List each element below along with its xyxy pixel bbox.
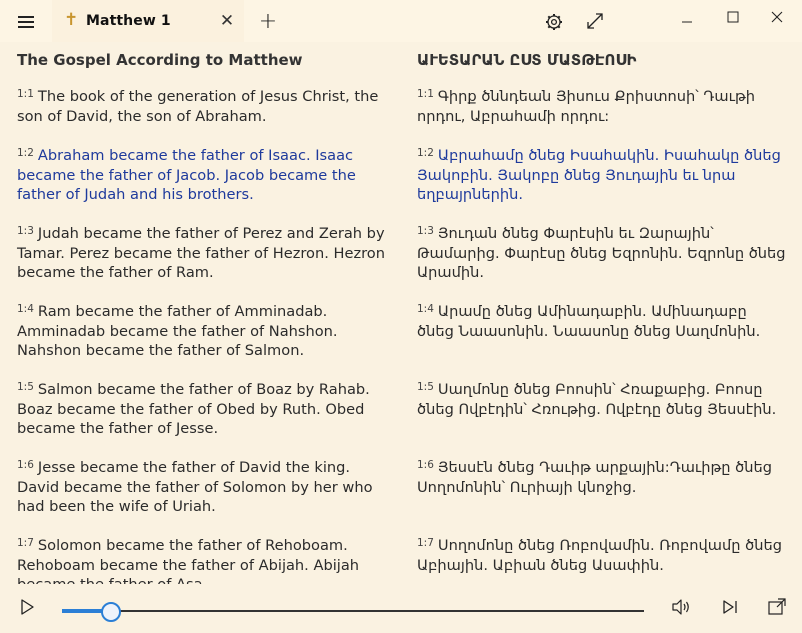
reading-pane[interactable] xyxy=(0,42,802,584)
play-icon[interactable] xyxy=(16,596,38,618)
tab-label: Matthew 1 xyxy=(86,13,171,29)
armenian-heading: ԱՒԵՏԱՐԱՆ ԸՍՏ ՄԱՏԹԷՈՍԻ xyxy=(417,51,637,69)
maximize-icon[interactable] xyxy=(718,6,748,28)
seek-thumb[interactable] xyxy=(101,602,121,622)
hamburger-menu-icon[interactable] xyxy=(8,10,44,34)
verse-1-5-en[interactable]: $^{1:5}$ Salmon became the father of Boaz by Rahab. Boaz became the father of Obed by Ruth. Obed became the father of Jesse. xyxy=(17,381,370,437)
expand-icon[interactable] xyxy=(584,10,606,32)
verse-1-3-en[interactable]: $^{1:3}$ Judah became the father of Perez and Zerah by Tamar. Perez became the father of Hezron. Hezron became the father of Ram. xyxy=(17,225,385,281)
title-bar xyxy=(0,0,802,42)
plus-icon[interactable]: + xyxy=(258,8,278,34)
english-heading: The Gospel According to Matthew xyxy=(17,51,303,69)
verse-1-2-hy[interactable]: $^{1:2}$ Աբրահամը ծնեց Իսահակին. Իսահակը ծնեց Յակոբին. Յակոբը ծնեց Յուդային եւ նրա եղբայրներին. xyxy=(417,147,781,203)
verse-1-6-en[interactable]: $^{1:6}$ Jesse became the father of David the king. David became the father of Solomon by her who had been the wife of Uriah. xyxy=(17,459,373,515)
verse-1-1-en[interactable]: $^{1:1}$ The book of the generation of Jesus Christ, the son of David, the son of Abraham. xyxy=(17,88,379,125)
seek-bar[interactable] xyxy=(62,610,644,612)
verse-1-1-hy[interactable]: $^{1:1}$ Գիրք ծննդեան Յիսուս Քրիստոսի՝ Դաւթի որդու, Աբրահամի որդու: xyxy=(417,88,755,125)
verse-1-5-hy[interactable]: $^{1:5}$ Սաղմոնը ծնեց Բոոսին՝ Հռաքաբից. Բոոսը ծնեց Ովբէդին՝ Հռութից. Ովբէդը ծնեց Յեսսէին. xyxy=(417,381,777,418)
verse-1-4-hy[interactable]: $^{1:4}$ Արամը ծնեց Ամինադաբին. Ամինադաբը ծնեց Նաասոնին. Նաասոնը ծնեց Սաղմոնին. xyxy=(417,303,761,340)
verse-1-7-en[interactable]: $^{1:7}$ Solomon became the father of Rehoboam. Rehoboam became the father of Abijah. Abijah xyxy=(17,537,360,574)
volume-icon[interactable] xyxy=(670,596,692,618)
minimize-icon[interactable] xyxy=(672,6,702,28)
cross-icon: ✝ xyxy=(64,10,79,30)
close-window-icon[interactable] xyxy=(762,6,792,28)
gear-icon[interactable] xyxy=(543,11,565,33)
tab-matthew-1[interactable] xyxy=(52,0,244,42)
verse-1-6-hy[interactable]: $^{1:6}$ Յեսսէն ծնեց Դաւիթ արքային:Դաւիթը ծնեց Սողոմոնին՝ Ուրիայի կնոջից. xyxy=(417,459,772,496)
audio-player xyxy=(0,584,802,633)
verse-1-7-hy[interactable]: $^{1:7}$ Սողոմոնը ծնեց Ռոբովամին. Ռոբովամը ծնեց Աբիային. Աբիան ծնեց Ասափին. xyxy=(417,537,782,574)
popout-icon[interactable] xyxy=(766,596,788,618)
verse-1-4-en[interactable]: $^{1:4}$ Ram became the father of Amminadab. Amminadab became the father of Nahshon. Nahshon became the father of Salmon. xyxy=(17,303,338,359)
verse-1-2-en[interactable]: $^{1:2}$ Abraham became the father of Isaac. Isaac became the father of Jacob. Jacob became the father of Judah and his brothers. xyxy=(17,147,356,203)
next-icon[interactable] xyxy=(719,596,741,618)
close-icon[interactable]: ✕ xyxy=(219,11,235,31)
verse-1-3-hy[interactable]: $^{1:3}$ Յուդան ծնեց Փարէսին եւ Զարային՝ Թամարից. Փարէսը ծնեց Եզրոնին. Եզրոնը ծնեց Արամին. xyxy=(417,225,786,281)
